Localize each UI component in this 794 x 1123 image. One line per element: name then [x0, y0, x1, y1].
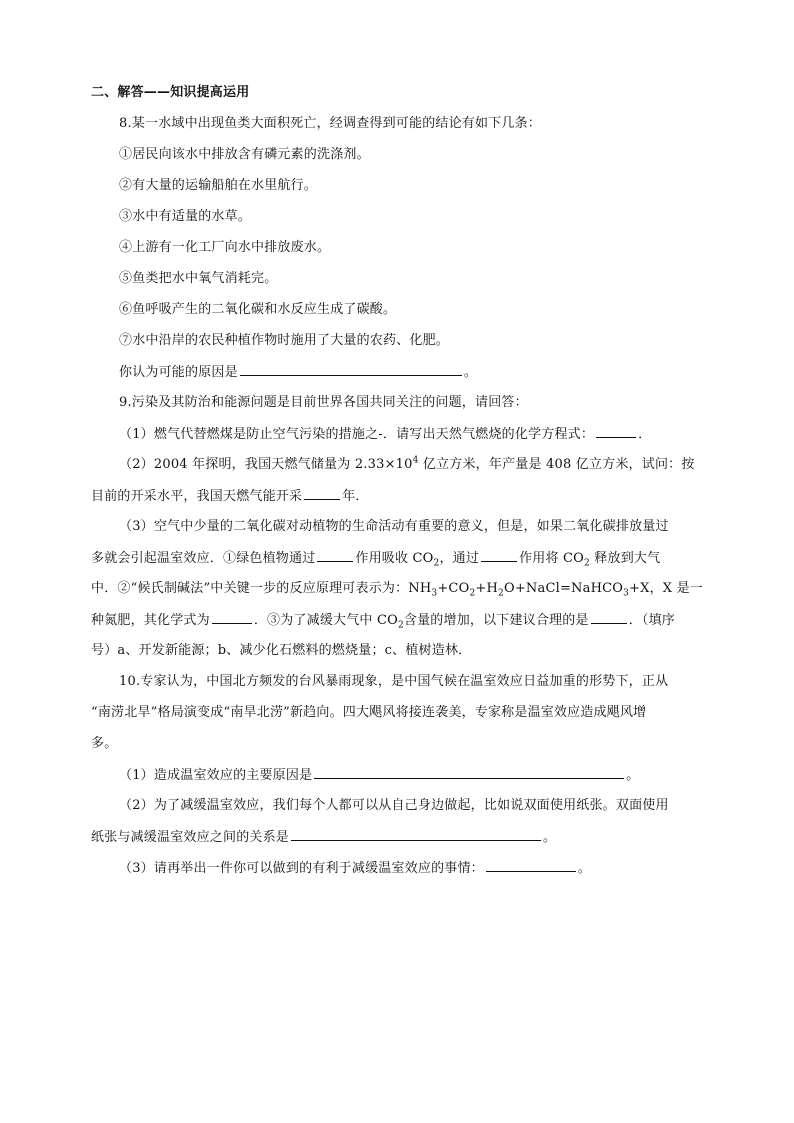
- q9-part3-line3: [91, 580, 703, 598]
- q9-part1-text: （1）燃气代替燃煤是防止空气污染的措施之-．请写出天然气燃烧的化学方程式：: [119, 427, 595, 442]
- q9-part3-blank-2[interactable]: [481, 549, 517, 562]
- q8-answer-prompt: 你认为可能的原因是: [119, 365, 238, 380]
- subscript: 2: [584, 558, 590, 569]
- q9-part3-text: 多就会引起温室效应．①绿色植物通过: [91, 551, 316, 566]
- q9-part3-line2: [91, 549, 660, 568]
- subscript: 2: [433, 558, 440, 569]
- q9-part3-text: ．③为了减缓大气中 CO: [253, 613, 398, 628]
- q10-part3: [119, 859, 591, 878]
- q9-part3-text: 种氮肥，其化学式为: [91, 613, 210, 628]
- q8-option-1: ①居民向该水中排放含有磷元素的洗涤剂。: [119, 147, 370, 162]
- q8-option-2: ②有大量的运输船舶在水里航行。: [119, 178, 318, 193]
- q10-part1-blank[interactable]: [314, 766, 624, 779]
- q9-part3-text: +H: [475, 581, 499, 596]
- subscript: 2: [397, 620, 404, 631]
- q9-part3-text: 含量的增加，以下建议合理的是: [403, 613, 589, 628]
- q9-part3-text: O+NaCl=NaHCO: [503, 581, 624, 596]
- q9-part2-end: 年．: [342, 489, 369, 504]
- q9-part3-line1: （3）空气中少量的二氧化碳对动植物的生命活动有重要的意义，但是，如果二氧化碳排放量过: [119, 519, 669, 534]
- q9-part2-blank[interactable]: [304, 487, 340, 500]
- q10-stem-line1: 10.专家认为，中国北方频发的台风暴雨现象，是中国气候在温室效应日益加重的形势下，正从: [119, 674, 669, 689]
- subscript: 2: [469, 588, 476, 599]
- q9-part2-line1: [119, 456, 695, 474]
- q8-answer-end: 。: [463, 365, 478, 380]
- q9-part3-text: +X，X 是一: [629, 581, 703, 596]
- q10-part3-end: 。: [577, 861, 592, 876]
- q10-part2-line1: （2）为了减缓温室效应，我们每个人都可以从自己身边做起，比如说双面使用纸张。双面使用: [119, 798, 669, 813]
- q9-part3-line5: 号）a、开发新能源；b、减少化石燃料的燃烧量；c、植树造林．: [91, 643, 472, 658]
- subscript: 2: [498, 588, 504, 599]
- q9-part3-text: ．（填序: [628, 613, 676, 628]
- q10-part1: [119, 766, 639, 785]
- q9-part3-blank-1[interactable]: [317, 549, 353, 562]
- q9-part1-blank[interactable]: [596, 425, 636, 438]
- q8-option-4: ④上游有一化工厂向水中排放废水。: [119, 240, 331, 255]
- q10-part1-end: 。: [626, 768, 640, 783]
- q9-part3-text: ，通过: [439, 551, 480, 566]
- q9-part3-blank-4[interactable]: [591, 611, 627, 624]
- q10-part2-blank[interactable]: [291, 828, 541, 841]
- q9-part2-text-c: 目前的开采水平，我国天燃气能开采: [91, 489, 303, 504]
- q9-part3-line4: [91, 611, 675, 630]
- subscript: 3: [623, 588, 630, 599]
- q10-stem-line2: “南涝北旱”格局演变成“南旱北涝”新趋向。四大飓风将接连袭美，专家称是温室效应造成飓风增: [91, 705, 647, 720]
- q10-part3-text: （3）请再举出一件你可以做到的有利于减缓温室效应的事情：: [119, 861, 484, 876]
- q9-part2-exponent: 4: [412, 455, 419, 466]
- q9-part3-blank-3[interactable]: [212, 611, 252, 624]
- q9-part1: [119, 425, 651, 444]
- q9-part3-text: 释放到大气: [589, 551, 661, 566]
- q8-option-7: ⑦水中沿岸的农民种植作物时施用了大量的农药、化肥。: [119, 333, 450, 348]
- q8-option-5: ⑤鱼类把水中氧气消耗完。: [119, 271, 278, 286]
- q9-part2-text-a: （2）2004 年探明，我国天燃气储量为 2.33×10: [119, 457, 413, 472]
- q8-option-3: ③水中有适量的水草。: [119, 209, 252, 224]
- q10-part2-text: 纸张与减缓温室效应之间的关系是: [91, 830, 290, 845]
- q10-part2-end: 。: [543, 830, 557, 845]
- section-title: 二、解答——知识提高运用: [91, 85, 250, 100]
- subscript: 3: [431, 588, 438, 599]
- q8-stem: 8.某一水域中出现鱼类大面积死亡，经调查得到可能的结论有如下几条：: [119, 116, 542, 131]
- q9-part1-end: ．: [638, 427, 652, 442]
- q8-answer-line: [119, 363, 477, 382]
- q9-part3-text: 作用吸收 CO: [355, 551, 434, 566]
- q8-option-6: ⑥鱼呼吸产生的二氧化碳和水反应生成了碳酸。: [119, 302, 397, 317]
- q10-part2-line2: [91, 828, 556, 847]
- q9-part2-line2: [91, 487, 369, 506]
- q9-part3-text: 中．②“候氏制碱法”中关键一步的反应原理可表示为：NH: [91, 581, 432, 596]
- q9-part3-text: 作用将 CO: [519, 551, 585, 566]
- q10-part3-blank[interactable]: [486, 859, 576, 872]
- q10-part1-text: （1）造成温室效应的主要原因是: [119, 768, 313, 783]
- q9-part2-text-b: 亿立方米，年产量是 408 亿立方米，试问：按: [418, 457, 695, 472]
- q8-answer-blank[interactable]: [240, 363, 462, 376]
- q9-part3-text: +CO: [437, 581, 470, 596]
- q10-stem-line3: 多。: [91, 736, 118, 751]
- q9-stem: 9.污染及其防治和能源问题是目前世界各国共同关注的问题，请回答：: [119, 395, 528, 410]
